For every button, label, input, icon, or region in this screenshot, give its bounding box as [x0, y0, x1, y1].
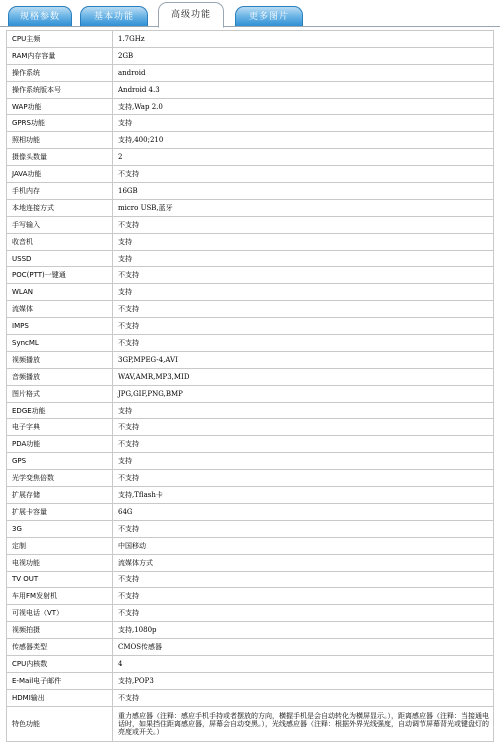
spec-row	[7, 335, 494, 352]
spec-value: 不支持	[113, 267, 494, 284]
spec-row	[7, 402, 494, 419]
spec-value: 支持	[113, 284, 494, 301]
spec-row	[7, 385, 494, 402]
spec-value: 不支持	[113, 689, 494, 706]
spec-key: JAVA功能	[7, 166, 113, 183]
spec-value: android	[113, 64, 494, 81]
spec-value: Android 4.3	[113, 81, 494, 98]
spec-row	[7, 132, 494, 149]
tab-basic-functions[interactable]: 基本功能	[80, 6, 148, 26]
spec-value: 不支持	[113, 318, 494, 335]
spec-row	[7, 31, 494, 48]
spec-row	[7, 216, 494, 233]
spec-value: 不支持	[113, 588, 494, 605]
spec-row	[7, 487, 494, 504]
spec-key: TV OUT	[7, 571, 113, 588]
spec-value: 不支持	[113, 436, 494, 453]
spec-value: 支持	[113, 233, 494, 250]
spec-value: JPG,GIF,PNG,BMP	[113, 385, 494, 402]
spec-table-container	[6, 30, 494, 742]
spec-row	[7, 115, 494, 132]
spec-key: 手写输入	[7, 216, 113, 233]
spec-row	[7, 520, 494, 537]
tab-divider	[0, 26, 500, 27]
spec-key: CPU主频	[7, 31, 113, 48]
spec-row	[7, 537, 494, 554]
spec-value: 不支持	[113, 301, 494, 318]
spec-key: 定制	[7, 537, 113, 554]
spec-row	[7, 453, 494, 470]
spec-row	[7, 588, 494, 605]
tab-more-images[interactable]: 更多图片	[235, 6, 303, 26]
spec-row	[7, 419, 494, 436]
spec-value: 支持,400;210	[113, 132, 494, 149]
spec-value: 不支持	[113, 166, 494, 183]
spec-key: GPRS功能	[7, 115, 113, 132]
spec-key: 特色功能	[7, 706, 113, 741]
tab-advanced-functions[interactable]: 高级功能	[158, 2, 224, 28]
spec-value: 1.7GHz	[113, 31, 494, 48]
spec-key: RAM内存容量	[7, 47, 113, 64]
tab-specs[interactable]: 规格参数	[8, 6, 72, 26]
spec-row	[7, 149, 494, 166]
spec-key: WAP功能	[7, 98, 113, 115]
spec-value: 流媒体方式	[113, 554, 494, 571]
spec-row	[7, 351, 494, 368]
spec-value: 支持,POP3	[113, 672, 494, 689]
spec-value: 不支持	[113, 335, 494, 352]
spec-key: SyncML	[7, 335, 113, 352]
spec-key: 电子字典	[7, 419, 113, 436]
spec-key: IMPS	[7, 318, 113, 335]
spec-value: 中国移动	[113, 537, 494, 554]
spec-key: 音频播放	[7, 368, 113, 385]
spec-key: 操作系统版本号	[7, 81, 113, 98]
spec-value: 支持	[113, 250, 494, 267]
spec-key: GPS	[7, 453, 113, 470]
spec-row	[7, 571, 494, 588]
spec-row	[7, 250, 494, 267]
spec-key: HDMI输出	[7, 689, 113, 706]
spec-value: 2	[113, 149, 494, 166]
spec-key: 光学变焦倍数	[7, 470, 113, 487]
spec-key: USSD	[7, 250, 113, 267]
spec-key: 操作系统	[7, 64, 113, 81]
spec-value: 重力感应器（注释：感应手机手持或者摆放的方向，横握手机是会自动转化为横屏显示。），距离感应器（注释：当接通电话时，如果挡住距离感应器，屏幕会自动变黑。），光线感应器（注释：根据外界光线强度，自动调节屏幕背光或键盘灯的亮度或开关。）	[113, 706, 494, 741]
spec-key: 视频拍摄	[7, 622, 113, 639]
spec-row	[7, 503, 494, 520]
spec-value: 64G	[113, 503, 494, 520]
spec-value: 4	[113, 655, 494, 672]
spec-row	[7, 622, 494, 639]
spec-key: 照相功能	[7, 132, 113, 149]
spec-key: 视频播放	[7, 351, 113, 368]
spec-row	[7, 267, 494, 284]
spec-value: 2GB	[113, 47, 494, 64]
spec-key: WLAN	[7, 284, 113, 301]
spec-row	[7, 368, 494, 385]
spec-row	[7, 639, 494, 656]
spec-row	[7, 689, 494, 706]
spec-value: 不支持	[113, 605, 494, 622]
spec-value: 支持,1080p	[113, 622, 494, 639]
spec-row	[7, 284, 494, 301]
spec-row	[7, 470, 494, 487]
spec-value: 16GB	[113, 183, 494, 200]
spec-row	[7, 706, 494, 741]
spec-value: 3GP,MPEG-4,AVI	[113, 351, 494, 368]
spec-value: micro USB,蓝牙	[113, 199, 494, 216]
spec-key: 可视电话（VT）	[7, 605, 113, 622]
spec-value: 支持,Tflash卡	[113, 487, 494, 504]
spec-row	[7, 233, 494, 250]
spec-value: 支持	[113, 402, 494, 419]
spec-key: EDGE功能	[7, 402, 113, 419]
spec-value: 支持	[113, 115, 494, 132]
spec-value: 不支持	[113, 520, 494, 537]
spec-key: 流媒体	[7, 301, 113, 318]
spec-key: CPU内核数	[7, 655, 113, 672]
spec-key: 传感器类型	[7, 639, 113, 656]
spec-key: 手机内存	[7, 183, 113, 200]
spec-key: 电视功能	[7, 554, 113, 571]
spec-key: E-Mail电子邮件	[7, 672, 113, 689]
spec-key: PDA功能	[7, 436, 113, 453]
spec-key: POC(PTT)一键通	[7, 267, 113, 284]
spec-row	[7, 81, 494, 98]
spec-value: 不支持	[113, 216, 494, 233]
spec-value: WAV,AMR,MP3,MID	[113, 368, 494, 385]
spec-row	[7, 199, 494, 216]
spec-row	[7, 554, 494, 571]
spec-key: 本地连接方式	[7, 199, 113, 216]
spec-row	[7, 605, 494, 622]
spec-key: 收音机	[7, 233, 113, 250]
spec-row	[7, 318, 494, 335]
spec-value: 支持,Wap 2.0	[113, 98, 494, 115]
spec-value: 不支持	[113, 571, 494, 588]
spec-value: 不支持	[113, 419, 494, 436]
spec-row	[7, 98, 494, 115]
spec-table	[6, 30, 494, 742]
tab-bar	[0, 0, 500, 27]
spec-value: CMOS传感器	[113, 639, 494, 656]
spec-row	[7, 183, 494, 200]
spec-row	[7, 47, 494, 64]
spec-row	[7, 166, 494, 183]
spec-key: 扩展卡容量	[7, 503, 113, 520]
spec-row	[7, 672, 494, 689]
spec-key: 车用FM发射机	[7, 588, 113, 605]
spec-row	[7, 436, 494, 453]
spec-value: 不支持	[113, 470, 494, 487]
spec-key: 图片格式	[7, 385, 113, 402]
spec-row	[7, 655, 494, 672]
spec-key: 3G	[7, 520, 113, 537]
spec-key: 摄像头数量	[7, 149, 113, 166]
spec-value: 支持	[113, 453, 494, 470]
spec-row	[7, 301, 494, 318]
spec-key: 扩展存储	[7, 487, 113, 504]
spec-row	[7, 64, 494, 81]
